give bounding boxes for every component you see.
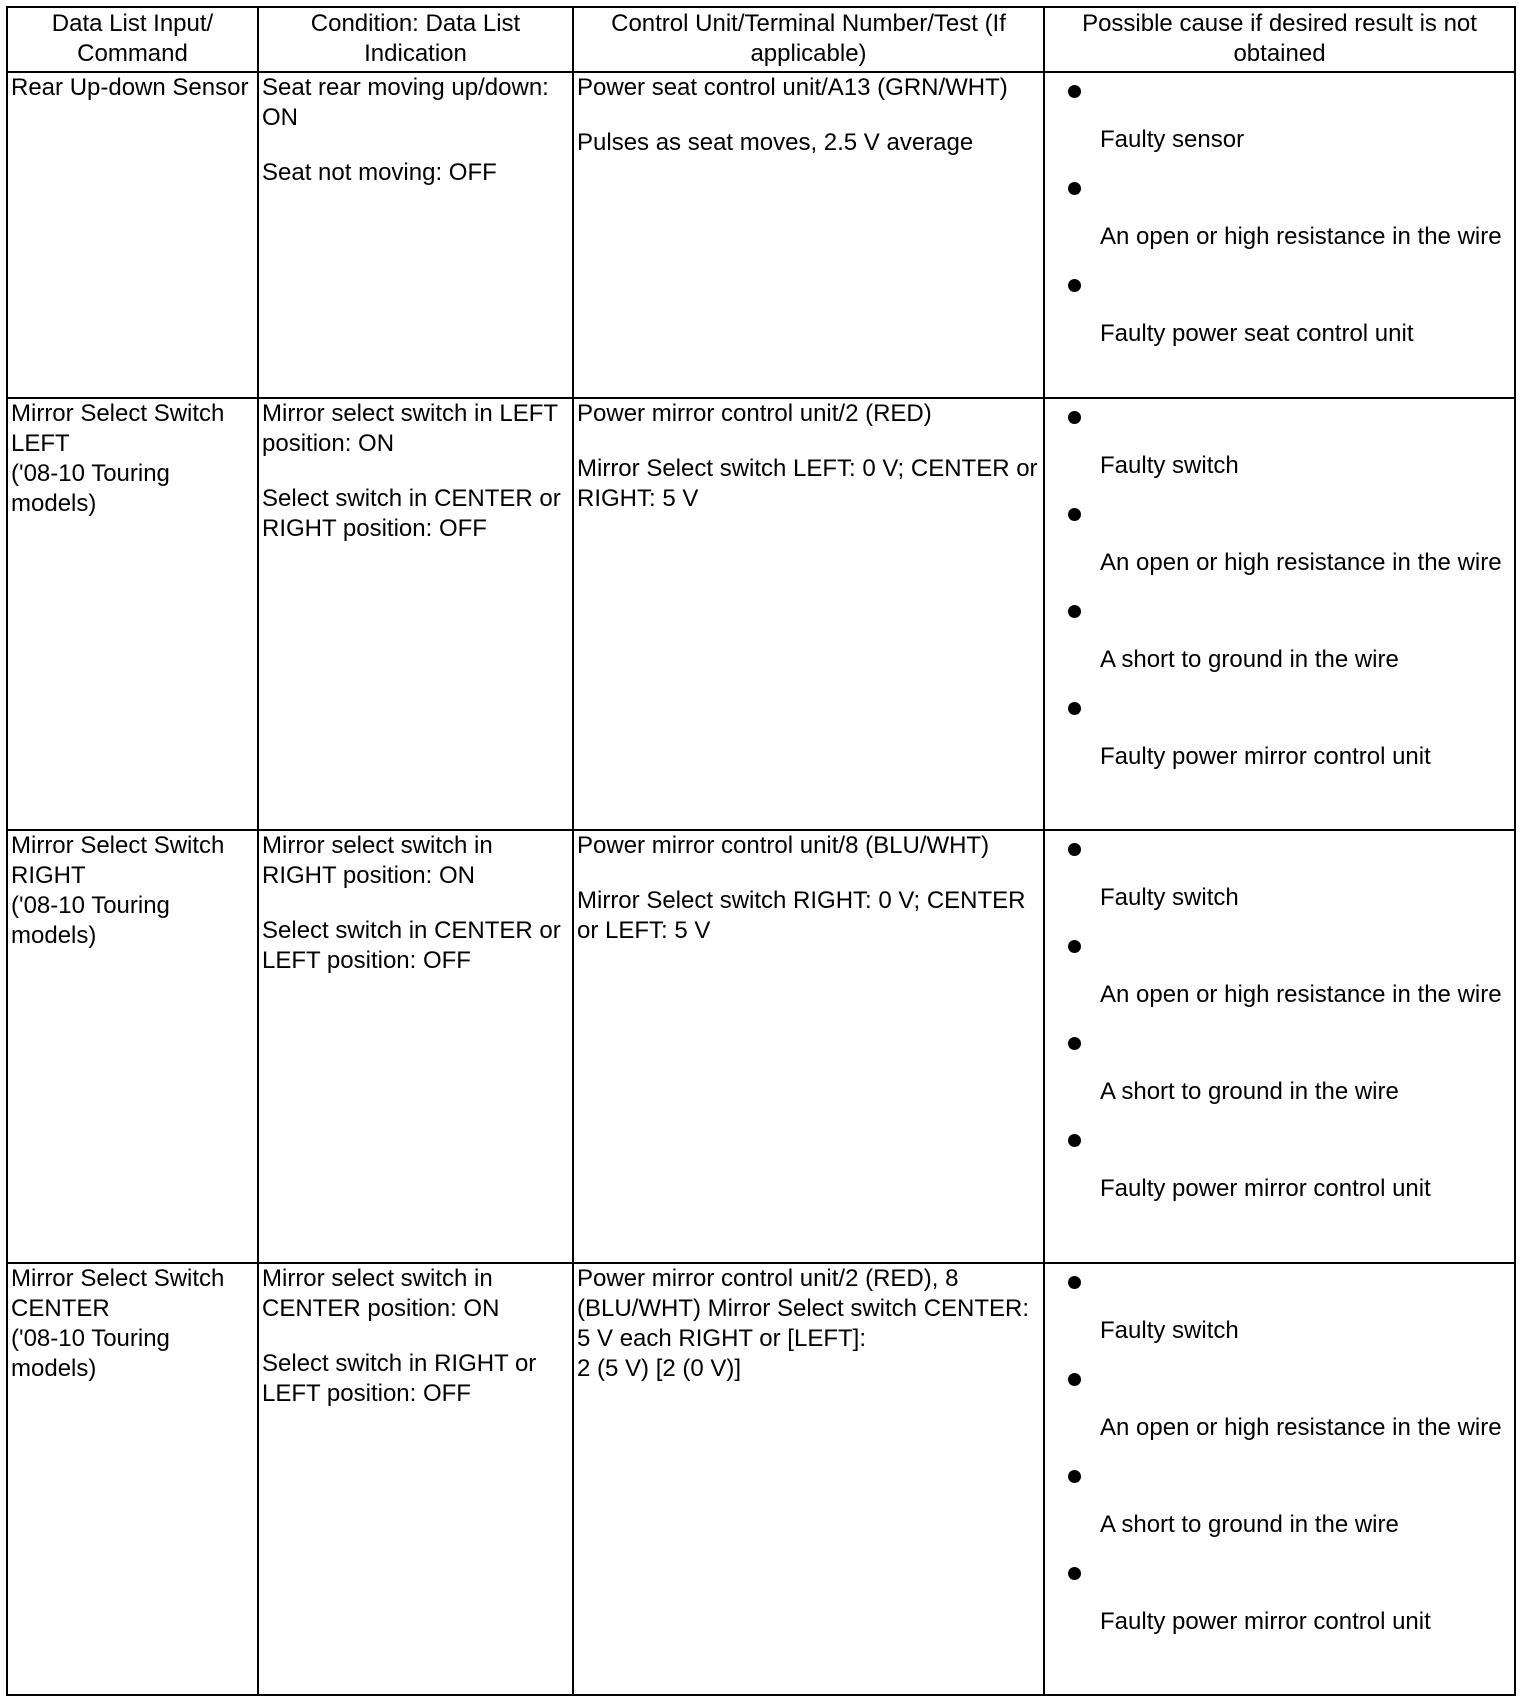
cause-text: Faulty power mirror control unit <box>1100 1175 1431 1203</box>
cause-cell <box>1044 830 1515 1262</box>
condition-cell <box>258 72 573 398</box>
condition-text: Select switch in RIGHT or LEFT position: OFF <box>262 1349 537 1407</box>
data-list-table <box>6 6 1516 1696</box>
control-text: Power seat control unit/A13 (GRN/WHT) <box>577 74 1008 101</box>
input-cell <box>7 72 258 398</box>
cause-item <box>1048 496 1511 593</box>
cause-item <box>1048 1025 1511 1122</box>
bullet-icon <box>1068 1276 1081 1289</box>
header-control-unit: Control Unit/Terminal Number/Test (If applicable) <box>573 7 1044 72</box>
bullet-icon <box>1068 411 1081 424</box>
condition-text: Seat not moving: OFF <box>262 159 497 186</box>
cause-item <box>1048 1361 1511 1458</box>
header-input-command: Data List Input/ Command <box>7 7 258 72</box>
cause-item <box>1048 267 1511 364</box>
cause-item <box>1048 1122 1511 1219</box>
condition-text: Seat rear moving up/down: ON <box>262 74 549 131</box>
bullet-icon <box>1068 605 1081 618</box>
condition-text: Mirror select switch in CENTER position: ON <box>262 1264 500 1322</box>
cause-text: Faulty switch <box>1100 1316 1239 1344</box>
cause-text: An open or high resistance in the wire <box>1100 981 1502 1009</box>
table-row <box>7 830 1515 1262</box>
input-text: Mirror Select Switch CENTER ('08-10 Touring models) <box>11 1264 225 1382</box>
condition-text: Select switch in CENTER or RIGHT position: OFF <box>262 485 561 542</box>
condition-cell <box>258 398 573 830</box>
cause-item <box>1048 1458 1511 1555</box>
condition-cell <box>258 830 573 1262</box>
condition-cell <box>258 1263 573 1695</box>
cause-text: Faulty power seat control unit <box>1100 320 1414 347</box>
condition-text: Select switch in CENTER or LEFT position: OFF <box>262 917 561 975</box>
cause-item <box>1048 1264 1511 1361</box>
header-condition: Condition: Data List Indication <box>258 7 573 72</box>
cause-text: Faulty power mirror control unit <box>1100 1607 1431 1635</box>
cause-item <box>1048 831 1511 928</box>
cause-cell <box>1044 72 1515 398</box>
cause-item <box>1048 399 1511 496</box>
cause-text: An open or high resistance in the wire <box>1100 1413 1502 1441</box>
header-possible-cause: Possible cause if desired result is not obtained <box>1044 7 1515 72</box>
bullet-icon <box>1068 85 1081 98</box>
control-text: Mirror Select switch LEFT: 0 V; CENTER or RIGHT: 5 V <box>577 455 1038 512</box>
table-row <box>7 1263 1515 1695</box>
bullet-icon <box>1068 1373 1081 1386</box>
bullet-icon <box>1068 508 1081 521</box>
header-row <box>7 7 1515 72</box>
control-text: Power mirror control unit/2 (RED), 8 (BLU/WHT) Mirror Select switch CENTER: 5 V each RIGHT or [LEFT]: 2 (5 V) [2 (0 V)] <box>577 1264 1030 1382</box>
bullet-icon <box>1068 1567 1081 1580</box>
cause-list <box>1048 73 1511 364</box>
cause-text: Faulty switch <box>1100 884 1239 912</box>
input-cell <box>7 1263 258 1695</box>
cause-text: A short to ground in the wire <box>1100 1510 1399 1538</box>
bullet-icon <box>1068 1470 1081 1483</box>
input-text: Mirror Select Switch RIGHT ('08-10 Touring models) <box>11 832 225 950</box>
bullet-icon <box>1068 843 1081 856</box>
cause-cell <box>1044 398 1515 830</box>
table-row <box>7 72 1515 398</box>
control-text: Power mirror control unit/2 (RED) <box>577 400 932 427</box>
control-cell <box>573 1263 1044 1695</box>
bullet-icon <box>1068 279 1081 292</box>
control-text: Power mirror control unit/8 (BLU/WHT) <box>577 832 990 860</box>
bullet-icon <box>1068 1037 1081 1050</box>
bullet-icon <box>1068 1134 1081 1147</box>
cause-text: A short to ground in the wire <box>1100 1078 1399 1106</box>
bullet-icon <box>1068 702 1081 715</box>
cause-list <box>1048 831 1511 1219</box>
bullet-icon <box>1068 940 1081 953</box>
cause-item <box>1048 690 1511 787</box>
cause-text: A short to ground in the wire <box>1100 646 1399 673</box>
condition-text: Mirror select switch in LEFT position: ON <box>262 400 558 457</box>
cause-cell <box>1044 1263 1515 1695</box>
control-text: Mirror Select switch RIGHT: 0 V; CENTER or LEFT: 5 V <box>577 887 1026 945</box>
cause-text: Faulty power mirror control unit <box>1100 743 1431 770</box>
cause-text: An open or high resistance in the wire <box>1100 223 1502 250</box>
cause-item <box>1048 170 1511 267</box>
cause-list <box>1048 399 1511 787</box>
cause-item <box>1048 1555 1511 1652</box>
condition-text: Mirror select switch in RIGHT position: ON <box>262 832 493 890</box>
bullet-icon <box>1068 182 1081 195</box>
control-cell <box>573 830 1044 1262</box>
cause-item <box>1048 593 1511 690</box>
table-row <box>7 398 1515 830</box>
input-cell <box>7 398 258 830</box>
control-cell <box>573 398 1044 830</box>
input-cell <box>7 830 258 1262</box>
cause-text: An open or high resistance in the wire <box>1100 549 1502 576</box>
cause-list <box>1048 1264 1511 1652</box>
data-list-table-page <box>6 6 1514 1696</box>
cause-item <box>1048 73 1511 170</box>
input-text: Rear Up-down Sensor <box>11 74 249 101</box>
control-text: Pulses as seat moves, 2.5 V average <box>577 129 974 156</box>
cause-text: Faulty switch <box>1100 452 1239 479</box>
input-text: Mirror Select Switch LEFT ('08-10 Touring models) <box>11 400 225 517</box>
cause-text: Faulty sensor <box>1100 126 1245 153</box>
cause-item <box>1048 928 1511 1025</box>
control-cell <box>573 72 1044 398</box>
